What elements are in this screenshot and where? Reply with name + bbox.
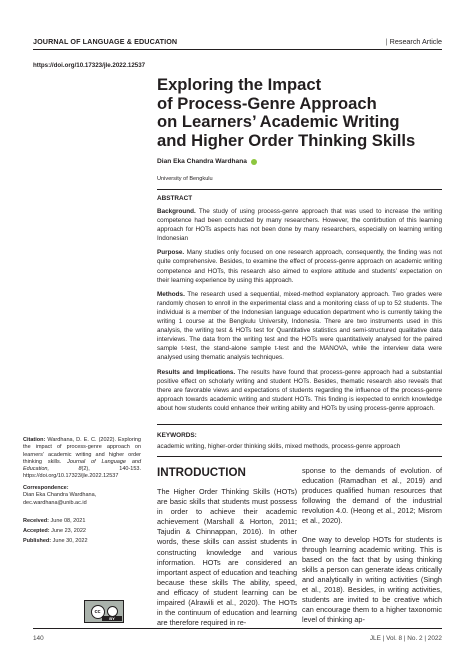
article-title — [157, 76, 447, 150]
footer-journal-info: JLE | Vol. 8 | No. 2 | 2022 — [369, 635, 442, 642]
section-text: The study of using process-genre approach that was used to increase the writing competence had been conducted by many researchers. However, the contirbution of this learning approach for HOTs aspects has not been done by many researchers, especially on learning writing Indonesian — [157, 208, 442, 243]
title-line: on Learners’ Academic Writing — [157, 112, 400, 132]
date-received: Received: June 08, 2021 — [23, 518, 86, 524]
citation-block — [23, 437, 141, 481]
body-column-left — [157, 487, 297, 628]
abstract-purpose — [157, 248, 442, 284]
section-heading-introduction: INTRODUCTION — [157, 466, 246, 479]
correspondence-email[interactable]: dec.wardhana@unib.ac.id — [23, 499, 87, 506]
paragraph: The Higher Order Thinking Skills (HOTs) are basic skills that students must possess in order to achieve their academic achievement (Marshall & Horton, 2011; Tajudin & Chinnappan, 2016). In other words, these skills can assist students in constructing knowledge and various information. HOTs are considered an important aspect of education and teaching because these skills The ability, speed, and efficacy of student learning can be impaired (Alrawili et al., 2020). The HOTs in the continuum of education and learning are therefore required in re- — [157, 487, 297, 628]
author-name: Dian Eka Chandra Wardhana — [157, 158, 247, 165]
header-divider — [33, 49, 442, 50]
cc-icon: cc — [91, 605, 105, 619]
abstract-methods — [157, 290, 442, 363]
title-line: and Higher Order Thinking Skills — [157, 130, 416, 150]
citation-text: Wardhana, D. E. C. (2022). Exploring the impact of process-genre approach on learners’ academic writing and higher order thinking skills. — [23, 437, 141, 465]
section-text: The research used a sequential, mixed-method explanatory approach. Two grades were randomly chosen to enroll in the experimental class and a monitoring class of up to 52 students. The individual is a member of the Indonesian language education department who is currently taking the writing 1 course at the Bengkulu University, Indonesia. There are two instruments used in this analysis, the writing test & HOTs test for Quantitative statistics and semi-structured qualitative data interviews. The data from the writing test and the HOTs were quantitatively analysed for the paired sample t-test, the stand-alone sample t-test and the MANOVA, while the interview data were analysed using thematic analysis techniques. — [157, 290, 442, 362]
keywords-list: academic writing, higher-order thinking skills, mixed methods, process-genre approach — [157, 443, 401, 450]
orcid-icon[interactable] — [251, 159, 257, 165]
abstract-background — [157, 207, 442, 243]
keywords-divider — [157, 456, 442, 457]
abstract-body — [157, 207, 442, 418]
citation-issue[interactable]: (2), 140-153. https://doi.org/10.17323/jle.2022.12537 — [23, 466, 141, 480]
section-label: Methods. — [157, 290, 185, 298]
abstract-bottom-divider — [157, 424, 442, 425]
section-label: Purpose. — [157, 249, 185, 257]
article-type — [386, 37, 442, 46]
journal-name: JOURNAL OF LANGUAGE & EDUCATION — [33, 37, 178, 46]
paragraph: One way to develop HOTs for students is through learning academic writing. This is based on the fact that by using thinking skills a person can generate ideas critically and analytically in writing activities (Singh et al., 2018). Besides, in writing activities, students are invited to be creative which can encourage them to a higher taxonomic level of thinking ap- — [302, 534, 442, 625]
dates-block — [23, 518, 141, 548]
article-type-label: Research Article — [389, 37, 442, 46]
cc-by-license-badge[interactable] — [84, 600, 124, 623]
page-number: 140 — [33, 635, 44, 642]
section-label: Results and Implications. — [157, 368, 236, 376]
section-text: The results have found that process-genre approach had a substantial positive effect on scholarly writing and student HOTs. Besides, thematic research also reveals that there are favorable views and expectations of students regarding the influence of the process-genre approach towards academic writing and student HOTs. This finding is iexpected to enrich knowledge about how students could enhance their writing ability and HOTs by using process-genre approach. — [157, 368, 443, 412]
paragraph: sponse to the demands of evolution. of education (Ramadhan et al., 2019) and produces qualified human resources that following the demand of the industrial revolution 4.0. (Heong et al., 2012; Misrom et al., 2020). — [302, 466, 442, 526]
section-label: Background. — [157, 208, 196, 215]
author — [157, 158, 257, 165]
date-accepted: Accepted: June 23, 2022 — [23, 527, 86, 534]
doi-link[interactable]: https://doi.org/10.17323/jle.2022.12537 — [33, 62, 146, 69]
citation-journal: Journal of Language and Education, 8 — [23, 458, 142, 473]
correspondence-block — [23, 485, 141, 507]
keywords-heading: KEYWORDS: — [157, 432, 197, 439]
abstract-top-divider — [157, 189, 442, 190]
title-line: of Process-Genre Approach — [157, 93, 377, 113]
separator: | — [385, 37, 388, 46]
title-line: Exploring the Impact — [157, 75, 322, 94]
section-text: Many studies only focused on one research approach, consequently, the finding was not quite comprehensive. Besides, to examine the effect of process-genre approach on academic writing competence and HOTs, this research also aimed to explore attitude and students’ expectation on their learning experience by using this approach. — [157, 249, 442, 284]
citation-label: Citation: — [23, 437, 46, 443]
body-column-right — [302, 466, 442, 625]
correspondence-name: Dian Eka Chandra Wardhana, — [23, 492, 97, 499]
affiliation: University of Bengkulu — [157, 176, 213, 182]
date-published: Published: June 30, 2022 — [23, 537, 88, 544]
by-label: BY — [102, 616, 122, 621]
correspondence-label: Correspondence: — [23, 485, 69, 491]
footer-divider — [33, 628, 442, 629]
abstract-results — [157, 368, 442, 413]
abstract-heading: ABSTRACT — [157, 195, 193, 202]
